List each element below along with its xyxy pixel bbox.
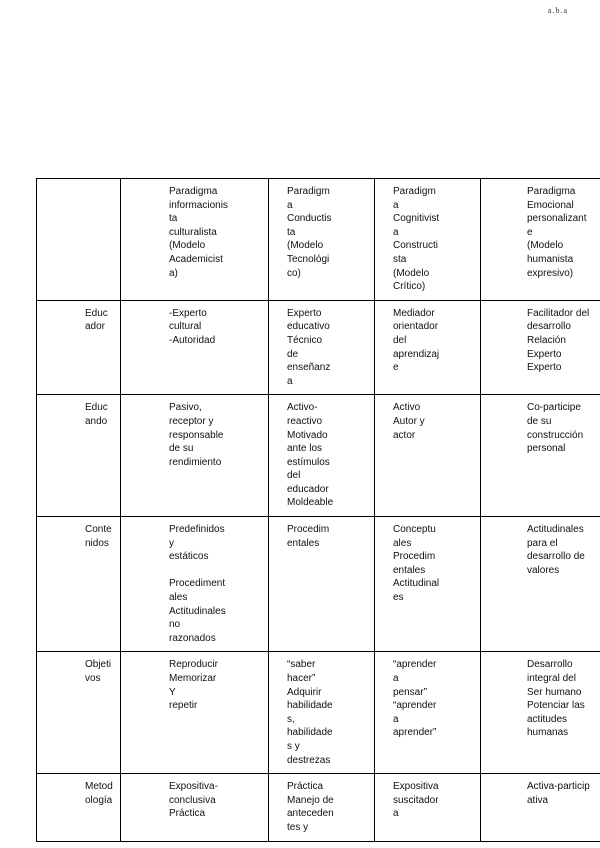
table-cell: Co-participe de su construcción personal: [481, 395, 600, 517]
table-cell: Activo- reactivo Motivado ante los estímulos del educador Moldeable: [269, 395, 375, 517]
table-cell: -Experto cultural -Autoridad: [121, 300, 269, 395]
table-cell: “saber hacer” Adquirir habilidade s, habilidade s y destrezas: [269, 652, 375, 774]
table-cell: Expositiva- conclusiva Práctica: [121, 774, 269, 841]
table-row: [37, 517, 600, 652]
row-label-objetivos: Objeti vos: [37, 652, 121, 774]
header-cell-empty: [37, 179, 121, 301]
header-cell-cognitivista: Paradigm a Cognitivist a Constructi sta (Modelo Crítico): [375, 179, 481, 301]
row-label-educando: Educ ando: [37, 395, 121, 517]
page-corner-mark: a.b.a: [547, 6, 568, 15]
row-label-educador: Educ ador: [37, 300, 121, 395]
table-cell: Procedim entales: [269, 517, 375, 652]
paradigms-table: [36, 178, 600, 842]
table-cell: Pasivo, receptor y responsable de su rendimiento: [121, 395, 269, 517]
table-cell: Experto educativo Técnico de enseñanz a: [269, 300, 375, 395]
table-cell: Reproducir Memorizar Y repetir: [121, 652, 269, 774]
table-cell: Mediador orientador del aprendizaj e: [375, 300, 481, 395]
table-cell: Actitudinales para el desarrollo de valores: [481, 517, 600, 652]
table-cell: Expositiva suscitador a: [375, 774, 481, 841]
table-header-row: [37, 179, 600, 301]
row-label-metodologia: Metod ología: [37, 774, 121, 841]
table-row: [37, 300, 600, 395]
table-cell: “aprender a pensar” “aprender a aprender”: [375, 652, 481, 774]
table-cell: Conceptu ales Procedim entales Actitudinal es: [375, 517, 481, 652]
table-row: [37, 652, 600, 774]
table-row: [37, 774, 600, 841]
table-cell: Activa-particip ativa: [481, 774, 600, 841]
table-cell: Facilitador del desarrollo Relación Experto Experto: [481, 300, 600, 395]
table-cell: Práctica Manejo de anteceden tes y: [269, 774, 375, 841]
table-cell: Predefinidos y estáticos Procediment ales Actitudinales no razonados: [121, 517, 269, 652]
row-label-contenidos: Conte nidos: [37, 517, 121, 652]
header-cell-conductista: Paradigm a Conductis ta (Modelo Tecnológi co): [269, 179, 375, 301]
table-row: [37, 395, 600, 517]
header-cell-informacionista: Paradigma informacionis ta culturalista (Modelo Academicist a): [121, 179, 269, 301]
header-cell-emocional: Paradigma Emocional personalizant e (Modelo humanista expresivo): [481, 179, 600, 301]
table-cell: Desarrollo integral del Ser humano Potenciar las actitudes humanas: [481, 652, 600, 774]
table-cell: Activo Autor y actor: [375, 395, 481, 517]
